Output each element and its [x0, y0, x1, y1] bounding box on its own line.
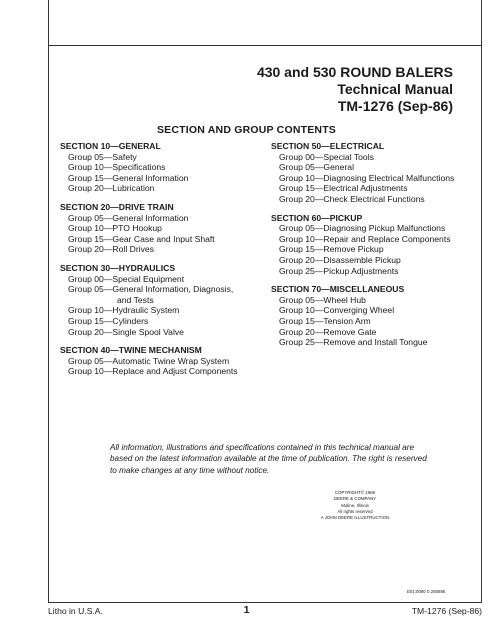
group-item: Group 10—Hydraulic System: [68, 305, 180, 316]
section-title: SECTION 70—MISCELLANEOUS: [271, 284, 405, 295]
group-item: Group 05—General Information, Diagnosis,: [68, 284, 234, 295]
group-item: Group 20—Roll Drives: [68, 244, 154, 255]
group-item: Group 20—Check Electrical Functions: [279, 193, 425, 204]
section-20: [60, 202, 260, 255]
right-column: [271, 141, 476, 356]
section-title: SECTION 20—DRIVE TRAIN: [60, 201, 174, 212]
left-column: [60, 141, 260, 385]
copyright-line: DEERE & COMPANY: [333, 496, 377, 502]
group-item: Group 05—General: [279, 162, 354, 173]
title-block: [257, 64, 453, 115]
group-item: Group 10—PTO Hookup: [68, 223, 162, 234]
section-title: SECTION 60—PICKUP: [271, 212, 363, 223]
group-item-continuation: and Tests: [117, 294, 154, 305]
document-code: E01;0080 0 280886: [407, 589, 446, 594]
footer-manual-id: TM-1276 (Sep-86): [411, 606, 482, 616]
title-line-2: Technical Manual: [337, 81, 453, 97]
group-item: Group 10—Replace and Adjust Components: [68, 366, 238, 377]
group-item: Group 20—Disassemble Pickup: [279, 254, 401, 265]
group-item: Group 05—General Information: [68, 212, 189, 223]
group-item: Group 10—Repair and Replace Components: [279, 233, 451, 244]
group-item: Group 15—Electrical Adjustments: [279, 183, 408, 194]
section-30: [60, 263, 260, 337]
group-item: Group 15—Gear Case and Input Shaft: [68, 233, 215, 244]
group-item: Group 15—Cylinders: [68, 315, 149, 326]
group-item: Group 25—Remove and Install Tongue: [279, 337, 428, 348]
page-number: 1: [243, 604, 250, 616]
copyright-line: All rights reserved: [337, 508, 373, 514]
copyright-block: [300, 490, 410, 521]
copyright-line: COPYRIGHT© 1986: [334, 490, 376, 495]
group-item: Group 15—General Information: [68, 172, 189, 183]
contents-heading: SECTION AND GROUP CONTENTS: [156, 124, 337, 136]
group-item: Group 05—Safety: [68, 151, 137, 162]
section-60: [271, 213, 476, 277]
section-40: [60, 345, 260, 377]
group-item: Group 05—Automatic Twine Wrap System: [68, 355, 230, 366]
group-item: Group 15—Tension Arm: [279, 315, 371, 326]
section-title: SECTION 40—TWINE MECHANISM: [60, 345, 202, 356]
section-10: [60, 141, 260, 194]
disclaimer: All information, illustrations and specifications contained in this technical manual are based on the latest information available at the time of publication. The right is reserved to make changes at any time without notice.: [110, 443, 427, 475]
group-item: Group 20—Lubrication: [68, 183, 155, 194]
copyright-line: Moline, Illinois: [341, 502, 369, 508]
group-item: Group 25—Pickup Adjustments: [279, 265, 399, 276]
title-line-1: 430 and 530 ROUND BALERS: [256, 64, 453, 80]
group-item: Group 10—Specifications: [68, 162, 166, 173]
section-title: SECTION 50—ELECTRICAL: [271, 141, 385, 151]
group-item: Group 00—Special Tools: [279, 151, 374, 162]
section-70: [271, 284, 476, 348]
section-title: SECTION 10—GENERAL: [60, 141, 161, 151]
group-item: Group 05—Wheel Hub: [279, 294, 366, 305]
section-title: SECTION 30—HYDRAULICS: [60, 262, 176, 273]
group-item: Group 20—Single Spool Valve: [68, 326, 184, 337]
group-item: Group 10—Converging Wheel: [279, 305, 395, 316]
group-item: Group 20—Remove Gate: [279, 326, 377, 337]
title-line-3: TM-1276 (Sep-86): [337, 98, 453, 114]
group-item: Group 05—Diagnosing Pickup Malfunctions: [279, 223, 446, 234]
copyright-line: A JOHN DEERE ILLUSTRUCTION: [320, 515, 390, 521]
top-rule: [48, 45, 482, 46]
group-item: Group 10—Diagnosing Electrical Malfunctions: [279, 172, 455, 183]
group-item: Group 00—Special Equipment: [68, 273, 185, 284]
footer-litho: Litho in U.S.A.: [48, 606, 103, 616]
group-item: Group 15—Remove Pickup: [279, 244, 384, 255]
section-50: [271, 141, 476, 205]
